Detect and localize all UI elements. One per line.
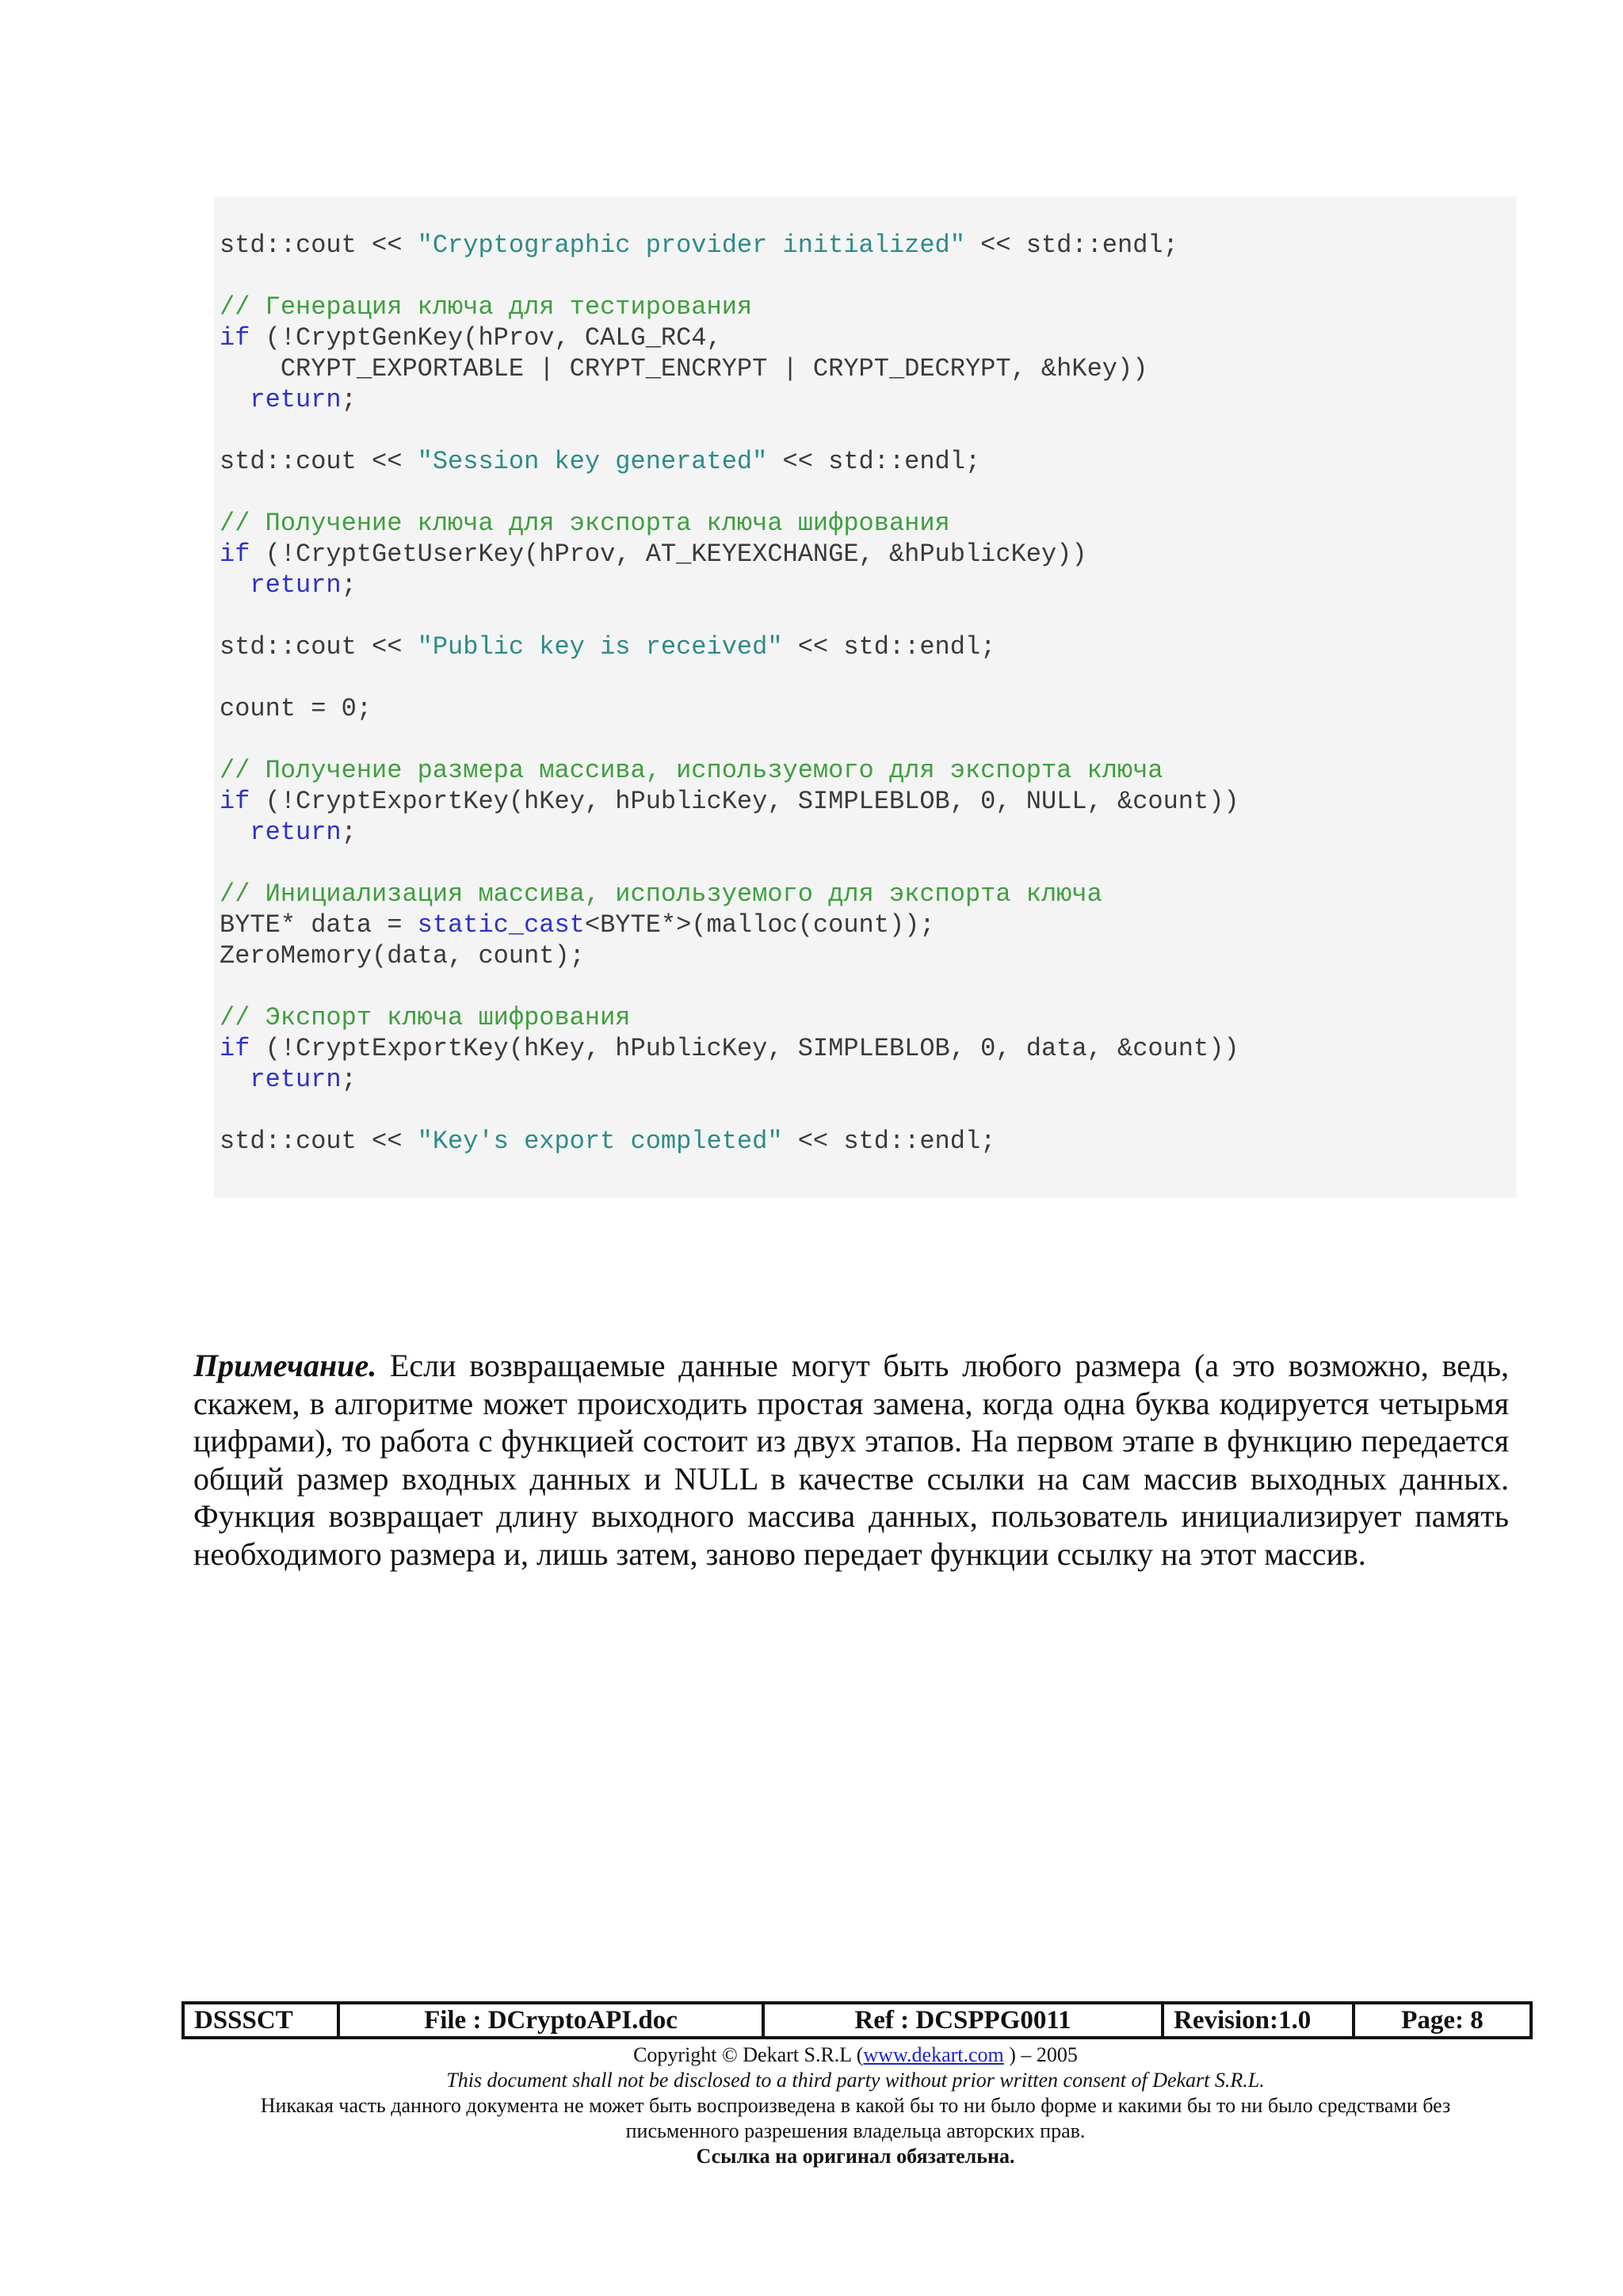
code-string: "Public key is received" <box>417 632 783 662</box>
code-text: ; <box>341 818 357 847</box>
code-line <box>220 817 1517 848</box>
code-line <box>220 910 1517 940</box>
code-text: std::cout << <box>220 447 418 476</box>
code-line <box>220 631 1517 662</box>
copyright-suffix: ) – 2005 <box>1003 2043 1078 2066</box>
note-paragraph <box>193 1347 1509 1573</box>
code-comment: // Генерация ключа для тестирования <box>220 292 753 322</box>
code-text <box>220 818 250 847</box>
code-text: (!CryptGetUserKey(hProv, AT_KEYEXCHANGE, &hPublicKey)) <box>250 540 1087 569</box>
code-line <box>220 384 1517 415</box>
code-text: ; <box>341 570 357 600</box>
code-string: "Key's export completed" <box>417 1127 783 1156</box>
code-line <box>220 1064 1517 1095</box>
disclaimer-ru-2: письменного разрешения владельца авторских прав. <box>625 2119 1086 2142</box>
code-comment: // Экспорт ключа шифрования <box>220 1003 631 1032</box>
code-line <box>220 508 1517 539</box>
reference-required: Ссылка на оригинал обязательна. <box>696 2145 1015 2168</box>
code-text: (!CryptExportKey(hKey, hPublicKey, SIMPLEBLOB, 0, data, &count)) <box>250 1034 1239 1063</box>
code-comment: // Получение размера массива, используемого для экспорта ключа <box>220 756 1163 785</box>
code-text: BYTE* data = <box>220 910 418 940</box>
code-line <box>220 755 1517 786</box>
note-label: Примечание. <box>193 1348 377 1383</box>
code-text: std::cout << <box>220 231 418 260</box>
code-comment: // Инициализация массива, используемого для экспорта ключа <box>220 879 1102 909</box>
code-line <box>220 353 1517 384</box>
code-text <box>220 1065 250 1094</box>
code-text: << std::endl; <box>782 1127 996 1156</box>
code-keyword: return <box>250 385 342 414</box>
code-line <box>220 292 1517 322</box>
footer-org: DSSSCT <box>183 2003 338 2038</box>
code-line <box>220 261 1517 292</box>
footer-table <box>181 2001 1533 2039</box>
code-block <box>214 196 1517 1198</box>
disclaimer-en: This document shall not be disclosed to a third party without prior written consent of Dekart S.R.L. <box>446 2069 1265 2092</box>
dekart-link[interactable]: www.dekart.com <box>863 2043 1004 2066</box>
copyright-line <box>181 2042 1529 2068</box>
code-line <box>220 971 1517 1002</box>
code-line <box>220 693 1517 724</box>
code-line <box>220 786 1517 817</box>
code-comment: // Получение ключа для экспорта ключа шифрования <box>220 509 950 538</box>
code-text: ; <box>341 1065 357 1094</box>
code-keyword: if <box>220 323 250 353</box>
code-line <box>220 940 1517 971</box>
code-text: std::cout << <box>220 632 418 662</box>
code-line <box>220 879 1517 910</box>
code-line <box>220 724 1517 755</box>
code-keyword: return <box>250 570 342 600</box>
code-text: ; <box>341 385 357 414</box>
footer-revision: Revision:1.0 <box>1163 2003 1354 2038</box>
code-text <box>220 570 250 600</box>
code-keyword: if <box>220 1034 250 1063</box>
code-line <box>220 1002 1517 1033</box>
code-string: "Cryptographic provider initialized" <box>417 231 965 260</box>
code-keyword: static_cast <box>417 910 585 940</box>
code-line <box>220 415 1517 446</box>
code-text: << std::endl; <box>782 632 996 662</box>
code-line <box>220 446 1517 477</box>
code-text: <BYTE*>(malloc(count)); <box>584 910 935 940</box>
code-line <box>220 570 1517 601</box>
code-keyword: return <box>250 1065 342 1094</box>
footer-text <box>181 2042 1529 2169</box>
code-keyword: if <box>220 787 250 816</box>
code-line <box>220 322 1517 353</box>
code-text: (!CryptExportKey(hKey, hPublicKey, SIMPLEBLOB, 0, NULL, &count)) <box>250 787 1239 816</box>
code-text <box>220 385 250 414</box>
code-line <box>220 477 1517 508</box>
code-text: count = 0; <box>220 694 372 723</box>
code-text: ZeroMemory(data, count); <box>220 941 585 971</box>
code-text: << std::endl; <box>767 447 981 476</box>
note-text: Если возвращаемые данные могут быть любого размера (а это возможно, ведь, скажем, в алгоритме может происходить простая замена, когда одна буква кодируется четырьмя цифрами), то работа с функцией состоит из двух этапов. На первом этапе в функцию передается общий размер входных данных и NULL в качестве ссылки на сам массив выходных данных. Функция возвращает длину выходного массива данных, пользователь инициализирует память необходимого размера и, лишь затем, заново передает функции ссылку на этот массив. <box>193 1348 1509 1572</box>
code-string: "Session key generated" <box>417 447 768 476</box>
disclaimer-ru-1: Никакая часть данного документа не может быть воспроизведена в какой бы то ни было форме и какими бы то ни было средствами без <box>260 2094 1451 2117</box>
code-text: (!CryptGenKey(hProv, CALG_RC4, <box>250 323 722 353</box>
footer-ref: Ref : DCSPPG0011 <box>763 2003 1163 2038</box>
code-line <box>220 1126 1517 1157</box>
code-line <box>220 848 1517 879</box>
code-text: std::cout << <box>220 1127 418 1156</box>
footer-file: File : DCryptoAPI.doc <box>338 2003 763 2038</box>
code-keyword: return <box>250 818 342 847</box>
footer-page: Page: 8 <box>1354 2003 1531 2038</box>
code-line <box>220 601 1517 631</box>
code-keyword: if <box>220 540 250 569</box>
code-line <box>220 1095 1517 1126</box>
copyright-prefix: Copyright © Dekart S.R.L ( <box>633 2043 864 2066</box>
code-line <box>220 230 1517 261</box>
code-line <box>220 662 1517 693</box>
code-text: CRYPT_EXPORTABLE | CRYPT_ENCRYPT | CRYPT_DECRYPT, &hKey)) <box>220 354 1148 383</box>
code-text: << std::endl; <box>964 231 1178 260</box>
code-line <box>220 1033 1517 1064</box>
code-line <box>220 539 1517 570</box>
